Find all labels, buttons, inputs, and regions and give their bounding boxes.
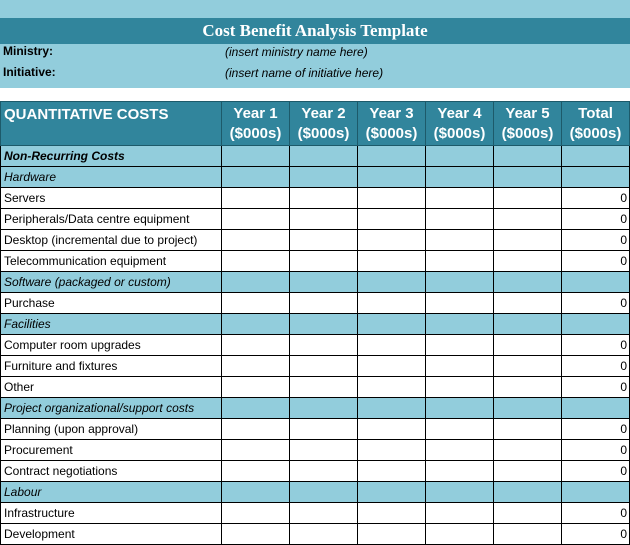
year-cell[interactable]	[358, 335, 426, 356]
column-header	[562, 102, 630, 146]
table-row	[1, 188, 630, 209]
table-row	[1, 314, 630, 335]
year-cell[interactable]	[222, 167, 290, 188]
total-cell: 0	[562, 251, 630, 272]
year-cell[interactable]	[358, 188, 426, 209]
year-cell[interactable]	[426, 209, 494, 230]
table-row	[1, 293, 630, 314]
total-cell: 0	[562, 356, 630, 377]
row-label: Peripherals/Data centre equipment	[1, 209, 222, 230]
row-label: Contract negotiations	[1, 461, 222, 482]
year-cell[interactable]	[290, 209, 358, 230]
table-row	[1, 377, 630, 398]
total-cell: 0	[562, 524, 630, 545]
column-header-unit: ($000s)	[229, 124, 282, 142]
table-header-row	[1, 102, 630, 146]
total-cell: 0	[562, 335, 630, 356]
total-cell	[562, 482, 630, 503]
year-cell[interactable]	[290, 461, 358, 482]
year-cell[interactable]	[426, 272, 494, 293]
year-cell[interactable]	[426, 356, 494, 377]
year-cell[interactable]	[494, 356, 562, 377]
year-cell[interactable]	[494, 209, 562, 230]
row-label: Purchase	[1, 293, 222, 314]
year-cell[interactable]	[426, 188, 494, 209]
table-row	[1, 356, 630, 377]
year-cell[interactable]	[358, 167, 426, 188]
table-row	[1, 335, 630, 356]
year-cell[interactable]	[426, 293, 494, 314]
year-cell[interactable]	[426, 419, 494, 440]
year-cell[interactable]	[358, 524, 426, 545]
total-cell	[562, 167, 630, 188]
ministry-label: Ministry:	[3, 44, 54, 58]
year-cell[interactable]	[494, 419, 562, 440]
total-cell	[562, 272, 630, 293]
year-cell[interactable]	[426, 398, 494, 419]
year-cell[interactable]	[426, 251, 494, 272]
year-cell[interactable]	[290, 251, 358, 272]
year-cell[interactable]	[222, 440, 290, 461]
row-label: Infrastructure	[1, 503, 222, 524]
row-label: Project organizational/support costs	[1, 398, 222, 419]
year-cell[interactable]	[426, 377, 494, 398]
year-cell[interactable]	[290, 272, 358, 293]
row-label: Facilities	[1, 314, 222, 335]
year-cell[interactable]	[426, 482, 494, 503]
year-cell[interactable]	[358, 419, 426, 440]
table-row	[1, 251, 630, 272]
year-cell[interactable]	[494, 314, 562, 335]
total-cell: 0	[562, 440, 630, 461]
year-cell[interactable]	[222, 377, 290, 398]
row-label: Non-Recurring Costs	[1, 146, 222, 167]
table-row	[1, 146, 630, 167]
total-cell: 0	[562, 293, 630, 314]
year-cell[interactable]	[358, 461, 426, 482]
year-cell[interactable]	[494, 293, 562, 314]
year-cell[interactable]	[222, 188, 290, 209]
year-cell[interactable]	[494, 482, 562, 503]
year-cell[interactable]	[290, 524, 358, 545]
cost-table	[0, 101, 630, 545]
year-cell[interactable]	[290, 419, 358, 440]
table-row	[1, 482, 630, 503]
year-cell[interactable]	[426, 524, 494, 545]
column-header	[222, 102, 290, 146]
year-cell[interactable]	[290, 314, 358, 335]
column-header	[290, 102, 358, 146]
year-cell[interactable]	[358, 314, 426, 335]
table-row	[1, 272, 630, 293]
column-header-title: Total	[578, 104, 613, 122]
total-cell	[562, 146, 630, 167]
year-cell[interactable]	[222, 524, 290, 545]
year-cell[interactable]	[358, 398, 426, 419]
table-row	[1, 524, 630, 545]
year-cell[interactable]	[290, 482, 358, 503]
year-cell[interactable]	[426, 461, 494, 482]
year-cell[interactable]	[222, 482, 290, 503]
row-label: Desktop (incremental due to project)	[1, 230, 222, 251]
column-header-title: Year 4	[437, 104, 482, 122]
total-cell: 0	[562, 419, 630, 440]
year-cell[interactable]	[290, 188, 358, 209]
row-label: Other	[1, 377, 222, 398]
year-cell[interactable]	[494, 503, 562, 524]
year-cell[interactable]	[358, 146, 426, 167]
total-cell: 0	[562, 188, 630, 209]
table-row	[1, 419, 630, 440]
year-cell[interactable]	[290, 167, 358, 188]
row-label: Computer room upgrades	[1, 335, 222, 356]
year-cell[interactable]	[426, 335, 494, 356]
column-header-title: Year 3	[369, 104, 414, 122]
year-cell[interactable]	[290, 440, 358, 461]
year-cell[interactable]	[358, 209, 426, 230]
table-row	[1, 230, 630, 251]
column-header	[358, 102, 426, 146]
row-label: Telecommunication equipment	[1, 251, 222, 272]
column-header-title: Year 1	[233, 104, 278, 122]
year-cell[interactable]	[222, 503, 290, 524]
table-row	[1, 398, 630, 419]
table-row	[1, 440, 630, 461]
year-cell[interactable]	[222, 230, 290, 251]
year-cell[interactable]	[426, 314, 494, 335]
year-cell[interactable]	[222, 314, 290, 335]
total-cell: 0	[562, 503, 630, 524]
year-cell[interactable]	[222, 209, 290, 230]
year-cell[interactable]	[290, 398, 358, 419]
total-cell	[562, 314, 630, 335]
table-row	[1, 503, 630, 524]
table-row	[1, 461, 630, 482]
total-cell: 0	[562, 230, 630, 251]
column-header-unit: ($000s)	[433, 124, 486, 142]
row-label: Planning (upon approval)	[1, 419, 222, 440]
year-cell[interactable]	[358, 356, 426, 377]
year-cell[interactable]	[290, 503, 358, 524]
column-header-unit: ($000s)	[569, 124, 622, 142]
page-title: Cost Benefit Analysis Template	[0, 18, 630, 44]
year-cell[interactable]	[494, 524, 562, 545]
year-cell[interactable]	[222, 293, 290, 314]
year-cell[interactable]	[494, 398, 562, 419]
year-cell[interactable]	[358, 503, 426, 524]
year-cell[interactable]	[290, 293, 358, 314]
year-cell[interactable]	[426, 440, 494, 461]
year-cell[interactable]	[494, 188, 562, 209]
total-cell: 0	[562, 377, 630, 398]
year-cell[interactable]	[494, 440, 562, 461]
year-cell[interactable]	[358, 293, 426, 314]
year-cell[interactable]	[222, 356, 290, 377]
year-cell[interactable]	[290, 146, 358, 167]
year-cell[interactable]	[222, 335, 290, 356]
year-cell[interactable]	[222, 398, 290, 419]
total-cell: 0	[562, 461, 630, 482]
year-cell[interactable]	[358, 230, 426, 251]
row-label: Furniture and fixtures	[1, 356, 222, 377]
column-header-unit: ($000s)	[365, 124, 418, 142]
column-header-title: Year 5	[505, 104, 550, 122]
column-header	[494, 102, 562, 146]
initiative-label: Initiative:	[3, 65, 56, 79]
year-cell[interactable]	[290, 377, 358, 398]
table-row	[1, 167, 630, 188]
year-cell[interactable]	[290, 335, 358, 356]
year-cell[interactable]	[358, 440, 426, 461]
year-cell[interactable]	[358, 482, 426, 503]
year-cell[interactable]	[358, 272, 426, 293]
section-header: QUANTITATIVE COSTS	[1, 102, 222, 146]
column-header-unit: ($000s)	[501, 124, 554, 142]
year-cell[interactable]	[494, 230, 562, 251]
year-cell[interactable]	[494, 272, 562, 293]
year-cell[interactable]	[494, 377, 562, 398]
year-cell[interactable]	[222, 146, 290, 167]
ministry-value[interactable]: (insert ministry name here)	[225, 45, 368, 59]
year-cell[interactable]	[494, 146, 562, 167]
total-cell: 0	[562, 209, 630, 230]
year-cell[interactable]	[290, 230, 358, 251]
year-cell[interactable]	[222, 272, 290, 293]
row-label: Servers	[1, 188, 222, 209]
year-cell[interactable]	[222, 461, 290, 482]
initiative-value[interactable]: (insert name of initiative here)	[225, 66, 384, 80]
year-cell[interactable]	[426, 230, 494, 251]
year-cell[interactable]	[222, 251, 290, 272]
row-label: Hardware	[1, 167, 222, 188]
year-cell[interactable]	[426, 167, 494, 188]
year-cell[interactable]	[358, 251, 426, 272]
column-header-title: Year 2	[301, 104, 346, 122]
row-label: Labour	[1, 482, 222, 503]
row-label: Development	[1, 524, 222, 545]
year-cell[interactable]	[494, 167, 562, 188]
year-cell[interactable]	[426, 146, 494, 167]
row-label: Procurement	[1, 440, 222, 461]
column-header	[426, 102, 494, 146]
year-cell[interactable]	[426, 503, 494, 524]
year-cell[interactable]	[222, 419, 290, 440]
year-cell[interactable]	[494, 251, 562, 272]
year-cell[interactable]	[494, 461, 562, 482]
row-label: Software (packaged or custom)	[1, 272, 222, 293]
year-cell[interactable]	[494, 335, 562, 356]
year-cell[interactable]	[358, 377, 426, 398]
total-cell	[562, 398, 630, 419]
table-row	[1, 209, 630, 230]
year-cell[interactable]	[290, 356, 358, 377]
column-header-unit: ($000s)	[297, 124, 350, 142]
